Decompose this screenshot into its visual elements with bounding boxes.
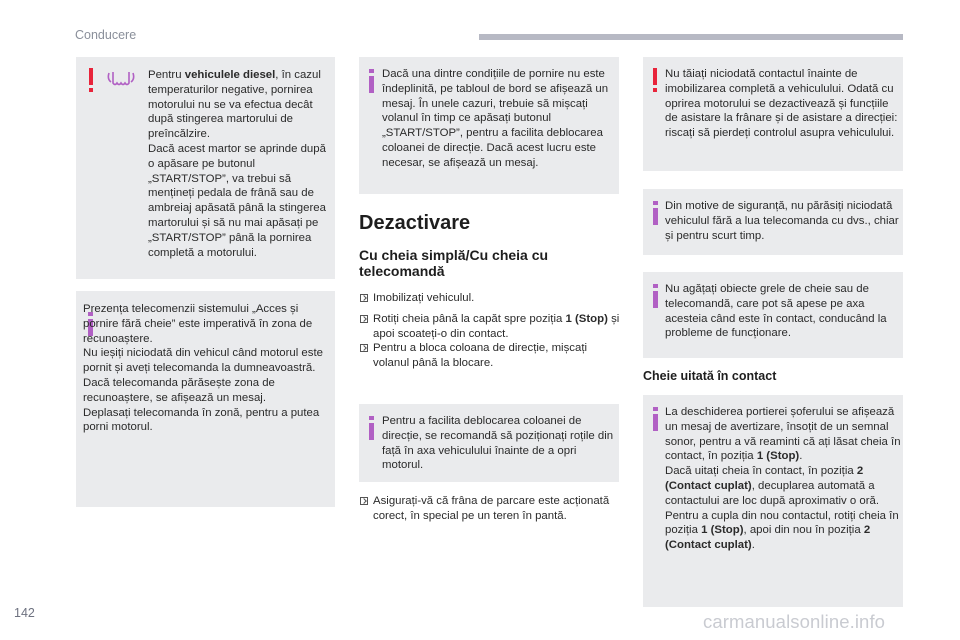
diesel-warning-box	[76, 57, 335, 279]
forgotten-key-paragraph-1: La deschiderea portierei șoferului se afișează un mesaj de avertizare, însoțit de un semnal sonor, pentru a vă reaminti că ați lăsat cheia în contact, în poziția 1 (Stop).	[665, 406, 901, 463]
remote-info-box	[76, 291, 335, 507]
step-checkbox-icon	[360, 294, 368, 302]
heavy-objects-text: Nu agățați obiecte grele de cheie sau de telecomandă, care pot să apese pe axa acesteia când este în contact, conducând la probleme de funcționare.	[665, 283, 887, 340]
diesel-paragraph-2: Dacă acest martor se aprinde după o apăsare pe butonul „START/STOP”, va trebui să mențineți pedala de frână sau de ambreiaj apăsată până la stingerea martorului și să nu mai apăsați pe „START/STOP” până la pornirea completă a motorului.	[148, 142, 326, 259]
steering-tip-text: Pentru a facilita deblocarea coloanei de direcție, se recomandă să poziționați roțile din față în axa vehiculului înainte de a opri motorul.	[382, 415, 614, 472]
never-cut-ignition-text: Nu tăiați niciodată contactul înainte de imobilizarea completă a vehiculului. Odată cu oprirea motorului se dezactivează și funcțiile de asistare la frânare și de asistare a direcției: riscați să pierdeți controlul asupra vehiculului.	[665, 68, 898, 140]
start-conditions-text: Dacă una dintre condițiile de pornire nu este îndeplinită, pe tabloul de bord se afișează un mesaj. În unele cazuri, trebuie să mișcați volanul în timp ce apăsați butonul „START/STOP”, pentru a facilita deblocarea coloanei de direcție. Dacă acest lucru este necesar, se afișează un mesaj.	[382, 68, 609, 169]
never-cut-ignition-warning-box	[643, 57, 903, 171]
forgotten-key-heading: Cheie uitată în contact	[643, 369, 777, 383]
heavy-objects-info-box	[643, 272, 903, 358]
safety-info-box	[643, 189, 903, 255]
page-number: 142	[14, 606, 35, 620]
section-title: Conducere	[75, 28, 137, 42]
subsection-heading: Cu cheia simplă/Cu cheia cu telecomandă	[359, 247, 549, 279]
diesel-paragraph-1: Pentru vehiculele diesel, în cazul temperaturilor negative, pornirea motorului nu se va efectua decât după stingerea martorului de preîncălzire.	[148, 69, 321, 141]
watermark: carmanualsonline.info	[703, 611, 886, 632]
step-checkbox-icon	[360, 315, 368, 323]
remote-paragraph-3: Dacă telecomanda părăsește zona de recunoaștere, se afișează un mesaj.	[83, 376, 275, 404]
section-bar	[479, 34, 903, 40]
steering-tip-info-box	[359, 404, 619, 482]
step-checkbox-icon	[360, 497, 368, 505]
section-heading: Dezactivare	[359, 212, 471, 234]
remote-paragraph-2: Nu ieșiți niciodată din vehicul când motorul este pornit și aveți telecomanda la dumneavoastră.	[83, 347, 323, 375]
forgotten-key-info-box	[643, 395, 903, 607]
start-conditions-info-box	[359, 57, 619, 194]
remote-paragraph-4: Deplasați telecomanda în zonă, pentru a putea porni motorul.	[83, 406, 320, 434]
safety-text: Din motive de siguranță, nu părăsiți niciodată vehiculul fără a lua telecomanda cu dvs., chiar și pentru scurt timp.	[665, 200, 899, 242]
step-checkbox-icon	[360, 344, 368, 352]
forgotten-key-paragraph-3: Pentru a cupla din nou contactul, rotiți cheia în poziția 1 (Stop), apoi din nou în poziția 2 (Contact cuplat).	[665, 509, 899, 552]
remote-paragraph-1: Prezența telecomenzii sistemului „Acces și pornire fără cheie” este imperativă în zona de recunoaștere.	[83, 303, 313, 345]
preheating-glow-plug-icon	[107, 71, 135, 87]
forgotten-key-paragraph-2: Dacă uitați cheia în contact, în poziția 2 (Contact cuplat), decuplarea automată a contactului are loc după aproximativ o oră.	[665, 465, 880, 507]
